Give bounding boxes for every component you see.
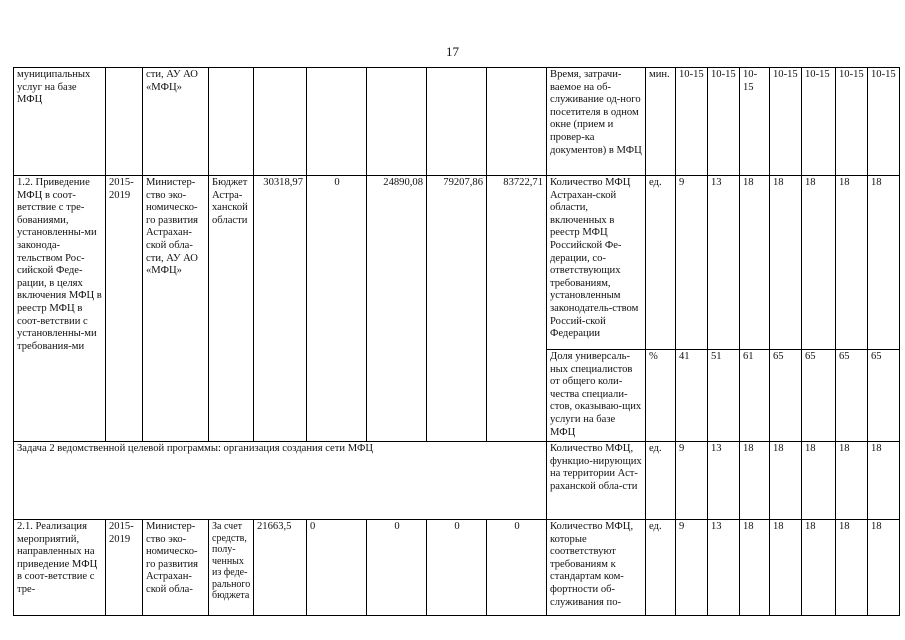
funding-cell: 24890,08 (367, 176, 427, 442)
value-cell: 10-15 (836, 68, 868, 176)
value-cell: 18 (770, 442, 802, 520)
value-cell: 18 (868, 442, 900, 520)
value-cell: 18 (770, 176, 802, 350)
executor-cell: сти, АУ АО «МФЦ» (143, 68, 209, 176)
funding-cell (367, 68, 427, 176)
value-cell: 65 (836, 350, 868, 442)
source-cell: За счет средств, полу-ченных из феде-рального бюджета (209, 520, 254, 616)
funding-cell: 83722,71 (487, 176, 547, 442)
value-cell: 9 (676, 442, 708, 520)
value-cell: 10-15 (770, 68, 802, 176)
value-cell: 18 (740, 520, 770, 616)
funding-cell (487, 68, 547, 176)
value-cell: 18 (836, 176, 868, 350)
source-cell (209, 68, 254, 176)
funding-cell: 0 (307, 520, 367, 616)
value-cell: 10-15 (802, 68, 836, 176)
indicator-name: Доля универсаль-ных специалистов от общего коли-чества специали-стов, оказываю-щих услуги на базе МФЦ (547, 350, 646, 442)
unit-cell: ед. (646, 520, 676, 616)
value-cell: 61 (740, 350, 770, 442)
indicator-name: Количество МФЦ Астрахан-ской области, включенных в реестр МФЦ Российской Фе-дерации, со-ответствующих требованиям, установленным законодатель-ством Россий-ской Федерации (547, 176, 646, 350)
value-cell: 18 (740, 176, 770, 350)
table-row (14, 442, 900, 520)
activity-name: 2.1. Реализация мероприятий, направленных на приведение МФЦ в соот-ветствие с тре- (14, 520, 106, 616)
value-cell: 65 (868, 350, 900, 442)
value-cell: 10-15 (740, 68, 770, 176)
value-cell: 10-15 (708, 68, 740, 176)
value-cell: 18 (868, 176, 900, 350)
unit-cell: % (646, 350, 676, 442)
value-cell: 18 (836, 520, 868, 616)
funding-cell: 0 (367, 520, 427, 616)
value-cell: 18 (802, 176, 836, 350)
value-cell: 18 (802, 442, 836, 520)
task-heading: Задача 2 ведомственной целевой программы: организация создания сети МФЦ (14, 442, 547, 520)
funding-cell: 0 (427, 520, 487, 616)
period-cell: 2015-2019 (106, 520, 143, 616)
funding-cell (254, 68, 307, 176)
activity-name: 1.2. Приведение МФЦ в соот-ветствие с тре-бованиями, установленны-ми законода-тельством Рос-сийской Феде-рации, в целях включения МФЦ в реестр МФЦ в соот-ветствии с установленны-ми требования-ми (14, 176, 106, 442)
funding-cell: 79207,86 (427, 176, 487, 442)
table-row (14, 176, 900, 350)
unit-cell: ед. (646, 442, 676, 520)
value-cell: 51 (708, 350, 740, 442)
activity-name: муниципальных услуг на базе МФЦ (14, 68, 106, 176)
value-cell: 18 (770, 520, 802, 616)
value-cell: 13 (708, 176, 740, 350)
page-number: 17 (446, 44, 459, 59)
value-cell: 9 (676, 520, 708, 616)
value-cell: 65 (802, 350, 836, 442)
funding-cell: 30318,97 (254, 176, 307, 442)
funding-cell (307, 68, 367, 176)
source-cell: Бюджет Астра-ханской области (209, 176, 254, 442)
value-cell: 13 (708, 442, 740, 520)
table-row (14, 520, 900, 616)
funding-cell: 21663,5 (254, 520, 307, 616)
program-table (13, 67, 900, 616)
table-row (14, 68, 900, 176)
unit-cell: ед. (646, 176, 676, 350)
indicator-name: Количество МФЦ, функцио-нирующих на территории Аст-раханской обла-сти (547, 442, 646, 520)
funding-cell: 0 (487, 520, 547, 616)
period-cell: 2015-2019 (106, 176, 143, 442)
value-cell: 10-15 (868, 68, 900, 176)
value-cell: 41 (676, 350, 708, 442)
value-cell: 9 (676, 176, 708, 350)
unit-cell: мин. (646, 68, 676, 176)
value-cell: 18 (868, 520, 900, 616)
value-cell: 18 (802, 520, 836, 616)
value-cell: 13 (708, 520, 740, 616)
value-cell: 65 (770, 350, 802, 442)
funding-cell (427, 68, 487, 176)
period-cell (106, 68, 143, 176)
indicator-name: Количество МФЦ, которые соответствуют требованиям к стандартам ком-фортности об-служивания по- (547, 520, 646, 616)
value-cell: 10-15 (676, 68, 708, 176)
executor-cell: Министер-ство эко-номическо-го развития Астрахан-ской обла-сти, АУ АО «МФЦ» (143, 176, 209, 442)
value-cell: 18 (836, 442, 868, 520)
indicator-name: Время, затрачи-ваемое на об-служивание од-ного посетителя в одном окне (прием и провер-ка документов) в МФЦ (547, 68, 646, 176)
executor-cell: Министер-ство эко-номическо-го развития Астрахан-ской обла- (143, 520, 209, 616)
value-cell: 18 (740, 442, 770, 520)
funding-cell: 0 (307, 176, 367, 442)
